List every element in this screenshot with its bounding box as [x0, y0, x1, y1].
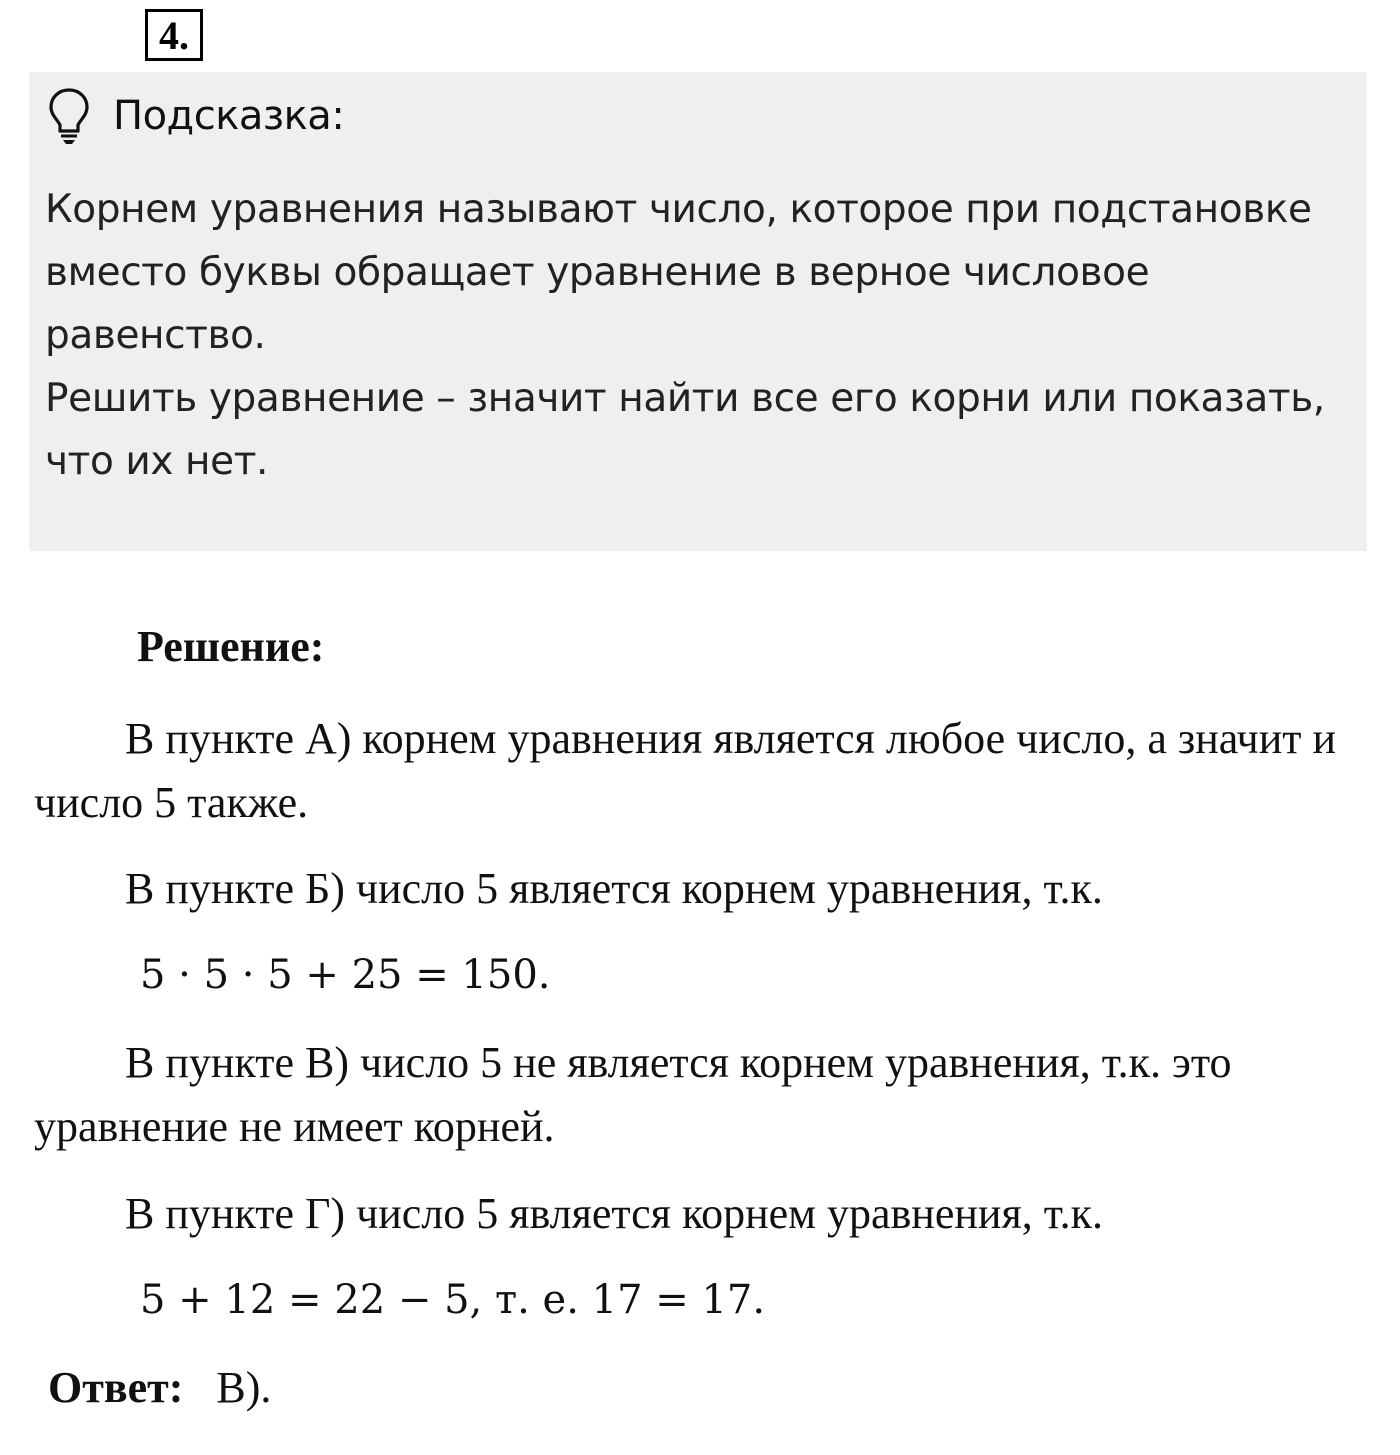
- formula-b: 5 · 5 · 5 + 25 = 150.: [140, 952, 551, 998]
- lightbulb-icon: [47, 87, 91, 145]
- answer-label: Ответ:: [48, 1363, 184, 1412]
- hint-title: Подсказка:: [113, 93, 345, 139]
- solution-title: Решение:: [137, 622, 325, 671]
- formula-g: 5 + 12 = 22 − 5, т. е. 17 = 17.: [140, 1277, 766, 1323]
- answer: [48, 1358, 271, 1418]
- solution-part-v: В пункте В) число 5 не является корнем уравнения, т.к. это уравнение не имеет корней.: [34, 1038, 1232, 1151]
- solution-part-g: В пункте Г) число 5 является корнем уравнения, т.к.: [125, 1189, 1104, 1238]
- task-number: 4.: [145, 9, 203, 61]
- hint-header: [47, 86, 344, 146]
- hint-text: [45, 178, 1345, 493]
- answer-value: В).: [216, 1363, 272, 1412]
- hint-box: [29, 72, 1367, 551]
- solution-part-a: В пункте А) корнем уравнения является любое число, а значит и число 5 также.: [34, 714, 1337, 827]
- solution-part-b: В пункте Б) число 5 является корнем уравнения, т.к.: [125, 864, 1103, 913]
- answer-spacer: [194, 1363, 205, 1412]
- hint-definition: Корнем уравнения называют число, которое при подстановке вместо буквы обращает уравнение в верное числовое равенство.: [45, 187, 1312, 358]
- hint-rule: Решить уравнение – значит найти все его корни или показать, что их нет.: [45, 376, 1325, 484]
